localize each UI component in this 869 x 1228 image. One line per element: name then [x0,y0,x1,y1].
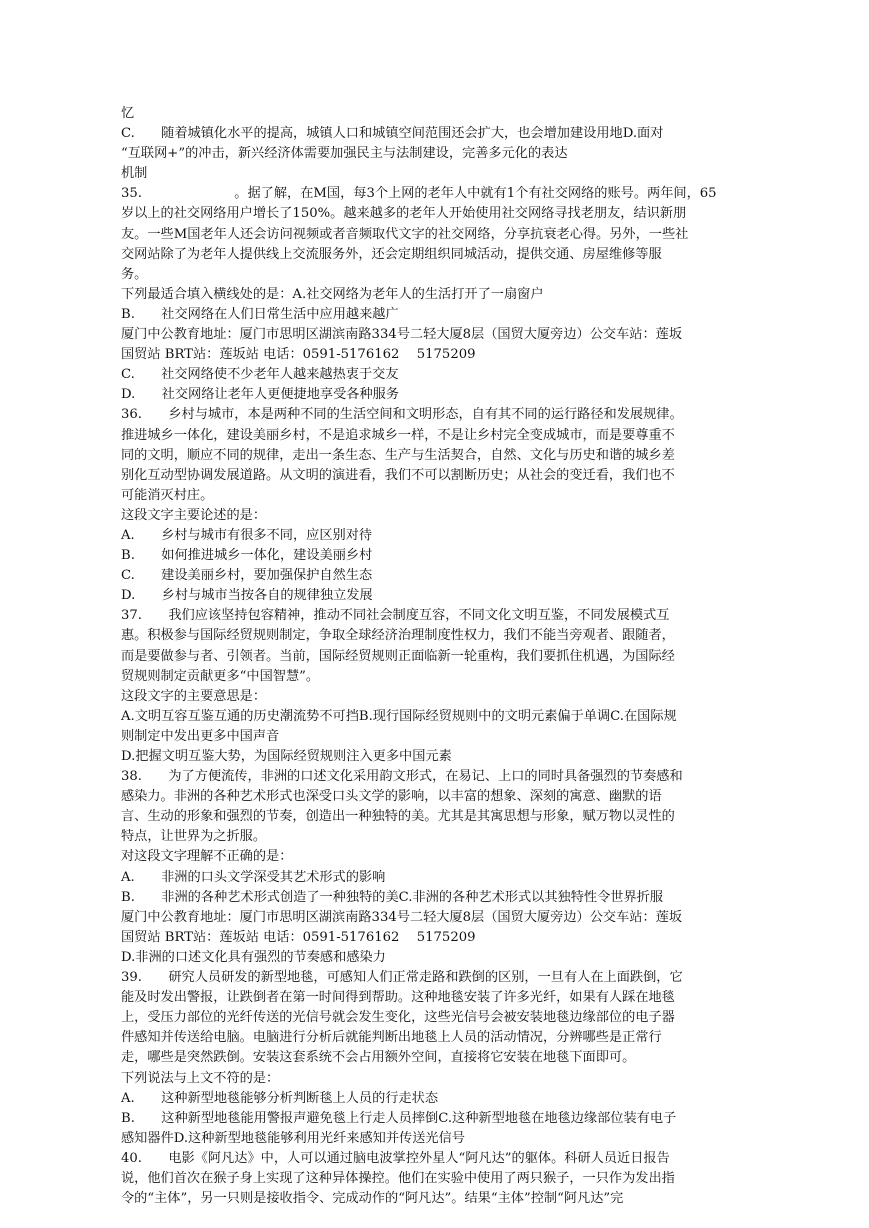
text-line: 推进城乡一体化，建设美丽乡村，不是追求城乡一样，不是让乡村完全变成城市，而是要尊重不 [121,427,675,443]
text-line: 特点，让世界为之折服。 [121,829,267,845]
text-line: 37. 我们应该坚持包容精神，推动不同社会制度互容，不同文化文明互鉴，不同发展模式互 [121,608,670,624]
text-line: 36. 乡村与城市，本是两种不同的生活空间和文明形态，自有其不同的运行路径和发展规律。 [121,407,683,423]
text-line: A. 乡村与城市有很多不同，应区别对待 [121,527,373,543]
text-line: 35. 。据了解，在M国，每3个上网的老年人中就有1个有社交网络的账号。两年间，65 [121,186,717,202]
text-line: D.把握文明互鉴大势，为国际经贸规则注入更多中国元素 [121,749,452,764]
text-line: 说，他们首次在猴子身上实现了这种异体操控。他们在实验中使用了两只猴子，一只作为发出指 [121,1170,675,1186]
text-line: D.非洲的口述文化具有强烈的节奏感和感染力 [121,949,386,965]
text-line: 厦门中公教育地址：厦门市思明区湖滨南路334号二轻大厦8层（国贸大厦旁边）公交车站：莲坂 [121,327,683,343]
text-line: 厦门中公教育地址：厦门市思明区湖滨南路334号二轻大厦8层（国贸大厦旁边）公交车站：莲坂 [121,909,683,925]
text-line: 令的“主体”，另一只则是接收指令、完成动作的“阿凡达”。结果“主体”控制“阿凡达”完 [121,1191,624,1207]
text-line: A. 非洲的口头文学深受其艺术形式的影响 [121,869,386,885]
text-line: 感知器件D.这种新型地毯能够利用光纤来感知并传送光信号 [121,1130,465,1146]
text-line: “互联网+”的冲击，新兴经济体需要加强民主与法制建设，完善多元化的表达 [121,146,568,162]
text-line: 可能消灭村庄。 [121,487,214,503]
text-line: 务。 [121,266,148,282]
text-line: B. 社交网络在人们日常生活中应用越来越广 [121,306,399,322]
text-line: 而是要做参与者、引领者。当前，国际经贸规则正面临新一轮重构，我们要抓住机遇，为国际经 [121,648,675,664]
text-line: 走，哪些是突然跌倒。安装这套系统不会占用额外空间，直接将它安装在地毯下面即可。 [121,1050,636,1066]
text-line: 能及时发出警报，让跌倒者在第一时间得到帮助。这种地毯安装了许多光纤，如果有人踩在地毯 [121,990,675,1006]
text-line: 这段文字的主要意思是： [121,688,267,704]
document-text [121,104,773,1209]
text-line: 国贸站 BRT站：莲坂站 电话：0591-5176162 5175209 [121,929,476,945]
text-line: 同的文明，顺应不同的规律，走出一条生态、生产与生活契合，自然、文化与历史和谐的城乡差 [121,447,675,463]
text-line: D. 社交网络让老年人更便捷地享受各种服务 [121,387,400,403]
text-line: C. 建设美丽乡村，要加强保护自然生态 [121,568,373,584]
text-line: 友。一些M国老年人还会访问视频或者音频取代文字的社交网络，分享抗衰老心得。另外，一些社 [121,226,689,242]
text-line: B. 非洲的各种艺术形式创造了一种独特的美C.非洲的各种艺术形式以其独特性令世界折服 [121,889,664,905]
text-line: 上，受压力部位的光纤传送的光信号就会发生变化，这些光信号会被安装地毯边缘部位的电子器 [121,1010,675,1026]
text-line: 感染力。非洲的各种艺术形式也深受口头文学的影响，以丰富的想象、深刻的寓意、幽默的语 [121,789,662,805]
text-line: 别化互动型协调发展道路。从文明的演进看，我们不可以割断历史；从社会的变迁看，我们也不 [121,467,675,483]
text-line: 39. 研究人员研发的新型地毯，可感知人们正常走路和跌倒的区别，一旦有人在上面跌倒，它 [121,970,683,986]
text-line: 38. 为了方便流传，非洲的口述文化采用韵文形式，在易记、上口的同时具备强烈的节奏感和 [121,769,683,785]
text-line: A. 这种新型地毯能够分析判断毯上人员的行走状态 [121,1090,439,1106]
text-line: C. 随着城镇化水平的提高，城镇人口和城镇空间范围还会扩大，也会增加建设用地D.面对 [121,126,664,142]
text-line: 惠。积极参与国际经贸规则制定，争取全球经济治理制度性权力，我们不能当旁观者、跟随者， [121,628,675,644]
text-line: 机制 [121,166,148,182]
text-line: 下列说法与上文不符的是： [121,1070,280,1086]
text-line: D. 乡村与城市当按各自的规律独立发展 [121,588,373,604]
text-line: 贸规则制定贡献更多“中国智慧”。 [121,668,320,684]
text-line: 言、生动的形象和强烈的节奏，创造出一种独特的美。尤其是其寓思想与形象，赋万物以灵性的 [121,809,675,825]
text-line: 件感知并传送给电脑。电脑进行分析后就能判断出地毯上人员的活动情况，分辨哪些是正常行 [121,1030,662,1046]
text-line: 交网站除了为老年人提供线上交流服务外，还会定期组织同城活动，提供交通、房屋维修等服 [121,246,662,262]
text-line: 则制定中发出更多中国声音 [121,728,280,744]
text-line: 对这段文字理解不正确的是： [121,849,293,865]
text-line: 下列最适合填入横线处的是：A.社交网络为老年人的生活打开了一扇窗户 [121,286,544,302]
text-line: 岁以上的社交网络用户增长了150%。越来越多的老年人开始使用社交网络寻找老朋友，结识新朋 [121,206,687,222]
text-line: 这段文字主要论述的是： [121,507,267,523]
text-line: 忆 [121,106,135,121]
text-line: B. 这种新型地毯能用警报声避免毯上行走人员摔倒C.这种新型地毯在地毯边缘部位装有电子 [121,1110,677,1126]
text-line: 40. 电影《阿凡达》中，人可以通过脑电波掌控外星人“阿凡达”的躯体。科研人员近日报告 [121,1150,670,1166]
text-line: C. 社交网络使不少老年人越来越热衷于交友 [121,367,399,383]
text-line: B. 如何推进城乡一体化，建设美丽乡村 [121,548,373,564]
text-line: 国贸站 BRT站：莲坂站 电话：0591-5176162 5175209 [121,347,476,363]
text-line: A.文明互容互鉴互通的历史潮流势不可挡B.现行国际经贸规则中的文明元素偏于单调C.在国际规 [121,708,677,724]
